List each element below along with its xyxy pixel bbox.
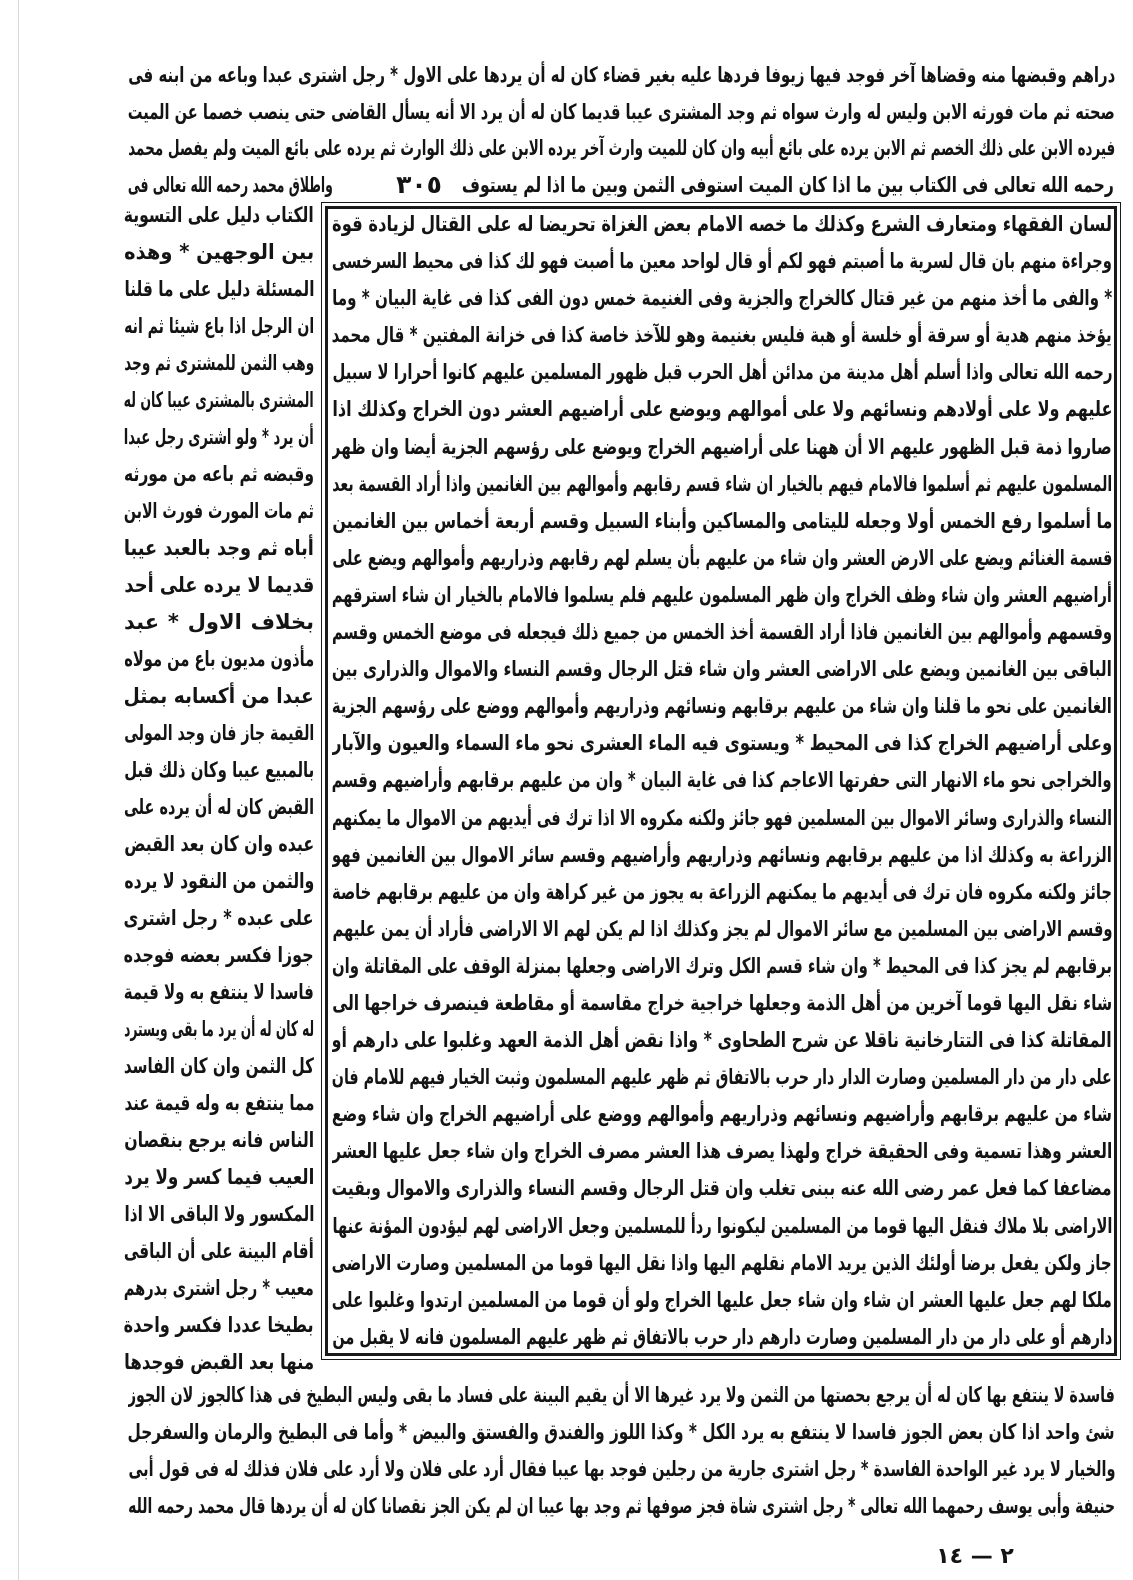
main-text-line [332, 985, 1112, 1022]
margin-line-text: المشترى بالمشترى عيبا كان له [124, 387, 314, 412]
margin-line-text: قديما لا يرده على أحد [124, 572, 314, 597]
main-text-line-text: عليهم ولا على أولادهم ونسائهم ولا على أموالهم ويوضع على أراضيهم العشر دون الخراج وكذلك اذا [332, 397, 1112, 422]
margin-line [124, 1196, 314, 1233]
margin-line-text: أقام البينة على أن الباقى [124, 1238, 314, 1263]
margin-line-text: بطيخا عددا فكسر واحدة [124, 1312, 314, 1337]
margin-line-text: على عبده * رجل اشترى [124, 905, 314, 930]
main-text-line-text: مضاعفا كما فعل عمر رضى الله عنه ببنى تغلب وان قتل الرجال وقسم النساء والذرارى والاموال وبقيت [332, 1176, 1112, 1201]
bottom-text-line-text: شئ واحد اذا كان بعض الجوز فاسدا لا ينتفع به يرد الكل * وكذا اللوز والفندق والفستق والبيض * وأما فى البطيخ والرمان والسفرجل [128, 1419, 1115, 1444]
main-text-box [332, 206, 1112, 1356]
main-text-line-text: الغانمين على نحو ما قلنا وان شاء من عليهم برقابهم ونسائهم وذراريهم وأموالهم ووضع على رؤسهم الجزية [332, 694, 1112, 719]
margin-line [124, 937, 314, 974]
main-text-line-text: الباقى بين الغانمين ويضع على الاراضى العشر وان شاء قتل الرجال وقسم النساء والاموال والذرارى بين [332, 657, 1112, 682]
main-text-line [332, 1059, 1112, 1096]
margin-line-text: ان الرجل اذا باع شيئا ثم انه [124, 313, 314, 338]
margin-line-text: أباه ثم وجد بالعبد عيبا [124, 535, 314, 560]
margin-commentary-opening-text: واطلاق محمد رحمه الله تعالى فى [128, 172, 333, 197]
main-text-line-text: العشر وهذا تسمية وفى الحقيقة خراج ولهذا يصرف هذا العشر مصرف الخراج وان شاء جعل عليها العشر [332, 1139, 1112, 1164]
margin-line-text: المسئلة دليل على ما قلنا [124, 276, 314, 301]
main-text-line-text: وجراءة منهم بان قال لسرية ما أصبتم فهو لكم أو قال لواحد معين ما أصبت فهو لك كذا فى محيط السرخسى [332, 249, 1112, 274]
main-text-line [332, 429, 1112, 466]
main-text-line-text: المسلمون عليهم ثم أسلموا فالامام فيهم بالخيار ان شاء قسم رقابهم وأموالهم بين الغانمين واذا أراد القسمة بعد [332, 471, 1112, 496]
margin-line [124, 308, 314, 345]
main-text-line [332, 800, 1112, 837]
margin-line [124, 1011, 314, 1048]
main-text-line-text: وعلى أراضيهم الخراج كذا فى المحيط * ويستوى فيه الماء العشرى نحو ماء السماء والعيون والآبار [332, 731, 1112, 756]
margin-line-text: المكسور ولا الباقى الا اذا [124, 1201, 314, 1226]
top-text-line-text: فيرده الابن على ذلك الخصم ثم الابن يرده على بائع أبيه وان كان للميت وارث آخر يرده الابن على ذلك الوارث ثم يرده على بائع الميت ولم يفصل محمد [128, 136, 1115, 160]
margin-line [124, 456, 314, 493]
margin-line [124, 1270, 314, 1307]
top-text-line-text: صحته ثم مات فورثه الابن وليس له وارث سواه ثم وجد المشترى عيبا قديما كان له أن يرد الا أنه يسأل القاضى حتى ينصب خصما عن الميت [128, 99, 1115, 124]
margin-line [124, 715, 314, 752]
margin-commentary [124, 197, 314, 1381]
main-text-line-text: شاء نقل اليها قوما آخرين من أهل الذمة وجعلها خراجية خراج مقاسمة أو مقاطعة فينصرف خراجها الى [332, 990, 1112, 1015]
main-text-line [332, 354, 1112, 391]
main-text-line [332, 874, 1112, 911]
margin-line-text: بين الوجهين * وهذه [124, 239, 314, 264]
bottom-text-line [128, 1488, 1115, 1525]
margin-line [124, 826, 314, 863]
main-text-line-text: أراضيهم العشر وان شاء وظف الخراج وان ظهر المسلمون عليهم فلم يسلموا فالامام بالخيار ان شاء استرقهم [332, 582, 1112, 607]
main-text-line [332, 503, 1112, 540]
margin-line [124, 752, 314, 789]
top-text-last-line-text: رحمه الله تعالى فى الكتاب بين ما اذا كان الميت استوفى الثمن وبين ما اذا لم يستوف [462, 172, 1114, 197]
bottom-text-line [128, 1414, 1115, 1451]
main-text-line [332, 1282, 1112, 1319]
margin-line-text: فاسدا لا ينتفع به ولا قيمة [124, 979, 314, 1004]
margin-line-text: عبدا من أكسابه بمثل [124, 683, 314, 708]
main-text-line [332, 1133, 1112, 1170]
main-text-line-text: * والفى ما أخذ منهم من غير قتال كالخراج والجزية وفى الغنيمة خمس دون الفى كذا فى غاية البيان * وما [332, 286, 1112, 311]
main-text-line [332, 1245, 1112, 1282]
margin-line-text: وهب الثمن للمشترى ثم وجد [124, 350, 314, 375]
margin-line [124, 530, 314, 567]
main-text-line-text: شاء من عليهم برقابهم وأراضيهم ونسائهم وذراريهم وأموالهم ووضع على أراضيهم الخراج وان شاء وضع [332, 1102, 1112, 1127]
margin-line [124, 641, 314, 678]
margin-line [124, 1344, 314, 1381]
main-text-line [332, 911, 1112, 948]
margin-line [124, 900, 314, 937]
margin-line [124, 197, 314, 234]
main-text-line-text: الزراعة به وكذلك اذا من عليهم برقابهم ونسائهم وذراريهم وأراضيهم وقسم سائر الاموال بين الغانمين فهو [332, 842, 1112, 867]
margin-line-text: الناس فانه يرجع بنقصان [124, 1127, 314, 1152]
bottom-text-line-text: والخيار لا يرد غير الواحدة الفاسدة * رجل اشترى جارية من رجلين فوجد بها عيبا فقال أرد على فلان ولا أرد على فلان فذلك له فى قول أبى [128, 1456, 1115, 1481]
margin-line-text: منها بعد القبض فوجدها [124, 1349, 314, 1374]
margin-line [124, 382, 314, 419]
main-text-line [332, 540, 1112, 577]
margin-line-text: بخلاف الاول * عبد [124, 609, 314, 634]
main-text-line [332, 206, 1112, 243]
main-text-line-text: يؤخذ منهم هدية أو سرقة أو خلسة أو هبة فليس بغنيمة وهو للآخذ خاصة كذا فى خزانة المفتين * قال محمد [332, 323, 1112, 348]
margin-line-text: معيب * رجل اشترى بدرهم [124, 1275, 314, 1300]
margin-line-text: بالمبيع عيبا وكان ذلك قبل [124, 757, 314, 782]
main-text-line-text: النساء والذرارى وسائر الاموال بين المسلمين فهو جائز ولكنه مكروه الا اذا ترك فى أيديهم من الاموال ما يمكنهم [332, 805, 1112, 830]
page-number: ٣٠٥ [396, 169, 442, 199]
main-text-line [332, 651, 1112, 688]
margin-line [124, 1159, 314, 1196]
top-text-line [128, 130, 1115, 167]
bottom-text-block [128, 1377, 1115, 1525]
margin-line-text: ثم مات المورث فورث الابن [124, 498, 314, 523]
main-text-line-text: على دار من دار المسلمين وصارت الدار دار حرب بالاتفاق ثم ظهر عليهم المسلمون وثبت الخيار فيهم للامام فان [332, 1065, 1112, 1090]
margin-line [124, 234, 314, 271]
margin-line [124, 1048, 314, 1085]
main-text-line [332, 1022, 1112, 1059]
margin-line-text: أن يرد * ولو اشترى رجل عبدا [124, 424, 314, 449]
margin-line [124, 678, 314, 715]
bottom-text-line [128, 1451, 1115, 1488]
main-text-line-text: ما أسلموا رفع الخمس أولا وجعله لليتامى والمساكين وأبناء السبيل وقسم أربعة أخماس بين الغانمين [332, 508, 1112, 533]
margin-line-text: القيمة جاز فان وجد المولى [124, 720, 314, 745]
main-text-line-text: برقابهم لم يجز كذا فى المحيط * وان شاء قسم الكل وترك الاراضى وجعلها بمنزلة الوقف على المقاتلة وان [332, 953, 1112, 978]
main-text-line [332, 1319, 1112, 1356]
main-text-line [332, 1170, 1112, 1207]
margin-line [124, 974, 314, 1011]
main-text-line-text: ملكا لهم جعل عليها العشر ان شاء وان شاء جعل عليها الخراج ولو أن قوما من المسلمين ارتدوا وغلبوا على [332, 1287, 1112, 1312]
main-text-line [332, 688, 1112, 725]
main-text-line [332, 948, 1112, 985]
main-text-line [332, 466, 1112, 503]
main-text-line [332, 1096, 1112, 1133]
bottom-text-line-text: حنيفة وأبى يوسف رحمهما الله تعالى * رجل اشترى شاة فجز صوفها ثم وجد بها عيبا ان لم يكن الجز نقصانا كان له أن يردها قال محمد رحمه الله [128, 1493, 1115, 1518]
margin-line-text: كل الثمن وان كان الفاسد [124, 1053, 314, 1078]
margin-line [124, 271, 314, 308]
main-text-line [332, 837, 1112, 874]
top-text-line [128, 94, 1115, 131]
main-text-line-text: صاروا ذمة قبل الظهور عليهم الا أن ههنا على أراضيهم الخراج ويوضع على رؤسهم الجزية أيضا وان ظهر [332, 434, 1112, 459]
margin-line-text: جوزا فكسر بعضه فوجده [124, 942, 314, 967]
top-text-block [128, 57, 1115, 167]
main-text-line-text: رحمه الله تعالى واذا أسلم أهل مدينة من مدائن أهل الحرب قبل ظهور المسلمين عليهم كانوا أحرارا لا سبيل [332, 360, 1112, 385]
margin-line [124, 493, 314, 530]
margin-line [124, 1233, 314, 1270]
top-text-line [128, 57, 1115, 94]
main-text-line [332, 577, 1112, 614]
margin-line-text: وقبضه ثم باعه من مورثه [124, 461, 314, 486]
signature-mark: ٢ — ١٤ [936, 1544, 1014, 1569]
margin-line-text: مأذون مديون باع من مولاه [124, 646, 314, 671]
margin-line [124, 567, 314, 604]
top-text-line-text: دراهم وقبضها منه وقضاها آخر فوجد فيها زيوفا فردها عليه بغير قضاء كان له أن يردها على الاول * رجل اشترى عبدا وباعه من ابنه فى [128, 63, 1115, 87]
main-text-line [332, 1208, 1112, 1245]
margin-line-text: عبده وان كان بعد القبض [124, 831, 314, 856]
margin-line-text: العيب فيما كسر ولا يرد [124, 1164, 314, 1189]
main-text-line [332, 317, 1112, 354]
margin-line [124, 789, 314, 826]
margin-line-text: والثمن من النقود لا يرده [124, 868, 314, 893]
main-text-line-text: وقسم الاراضى بين المسلمين مع سائر الاموال لم يجز وكذلك اذا لم يكن لهم الا الاراضى فأراد أن يمن عليهم [332, 916, 1112, 941]
margin-line [124, 1122, 314, 1159]
main-text-line-text: دارهم أو على دار من دار المسلمين وصارت دارهم دار حرب بالاتفاق ثم ظهر عليهم المسلمون فانه لا يقبل من [332, 1324, 1112, 1349]
main-text-line [332, 391, 1112, 428]
main-text-line-text: جائز ولكنه مكروه فان ترك فى أيديهم ما يمكنهم الزراعة به يجوز من غير كراهة وان من عليهم برقابهم خاصة [332, 879, 1112, 904]
margin-line [124, 419, 314, 456]
main-text-line-text: لسان الفقهاء ومتعارف الشرع وكذلك ما خصه الامام بعض الغزاة تحريضا له على القتال لزيادة قوة [332, 212, 1112, 236]
scan-edge-line [18, 0, 19, 1580]
main-text-line-text: وقسمهم وأموالهم بين الغانمين فاذا أراد القسمة أخذ الخمس من جميع ذلك فيجعله فى موضع الخمس وقسم [332, 620, 1112, 645]
main-text-line-text: المقاتلة كذا فى التتارخانية ناقلا عن شرح الطحاوى * واذا نقض أهل الذمة العهد وغلبوا على دارهم أو [332, 1028, 1112, 1053]
margin-line-text: القبض كان له أن يرده على [124, 794, 314, 819]
margin-line [124, 1085, 314, 1122]
margin-line [124, 1307, 314, 1344]
main-text-line [332, 725, 1112, 762]
margin-line [124, 604, 314, 641]
margin-line [124, 345, 314, 382]
main-text-line-text: جاز ولكن يفعل برضا أولئك الذين يريد الامام نقلهم اليها واذا نقل اليها قوما من المسلمين وصارت الاراضى [332, 1250, 1112, 1275]
margin-line [124, 863, 314, 900]
top-text-last-line [462, 167, 1114, 204]
main-text-line-text: والخراجى نحو ماء الانهار التى حفرتها الاعاجم كذا فى غاية البيان * وان من عليهم برقابهم وأراضيهم وقسم [332, 768, 1112, 793]
margin-line-text: له كان له أن يرد ما بقى ويسترد [124, 1016, 314, 1041]
main-text-line [332, 280, 1112, 317]
main-text-line [332, 762, 1112, 799]
main-text-line-text: الاراضى بلا ملاك فنقل اليها قوما من المسلمين ليكونوا ردأ للمسلمين وجعل الاراضى لهم ليؤدون المؤنة عنها [332, 1213, 1112, 1238]
margin-line-text: مما ينتفع به وله قيمة عند [124, 1090, 314, 1115]
main-text-line [332, 243, 1112, 280]
bottom-text-line-text: فاسدة لا ينتفع بها كان له أن يرجع بحصتها من الثمن ولا يرد غيرها الا أن يقيم البينة على فساد ما بقى وليس البطيخ فى هذا كالجوز لان الجوز [128, 1382, 1115, 1407]
bottom-text-line [128, 1377, 1115, 1414]
main-text-line [332, 614, 1112, 651]
main-text-line-text: قسمة الغنائم ويضع على الارض العشر وان شاء من عليهم بأن يسلم لهم رقابهم وذراريهم وأموالهم ويضع على [332, 545, 1112, 570]
margin-line-text: الكتاب دليل على التسوية [124, 202, 314, 227]
